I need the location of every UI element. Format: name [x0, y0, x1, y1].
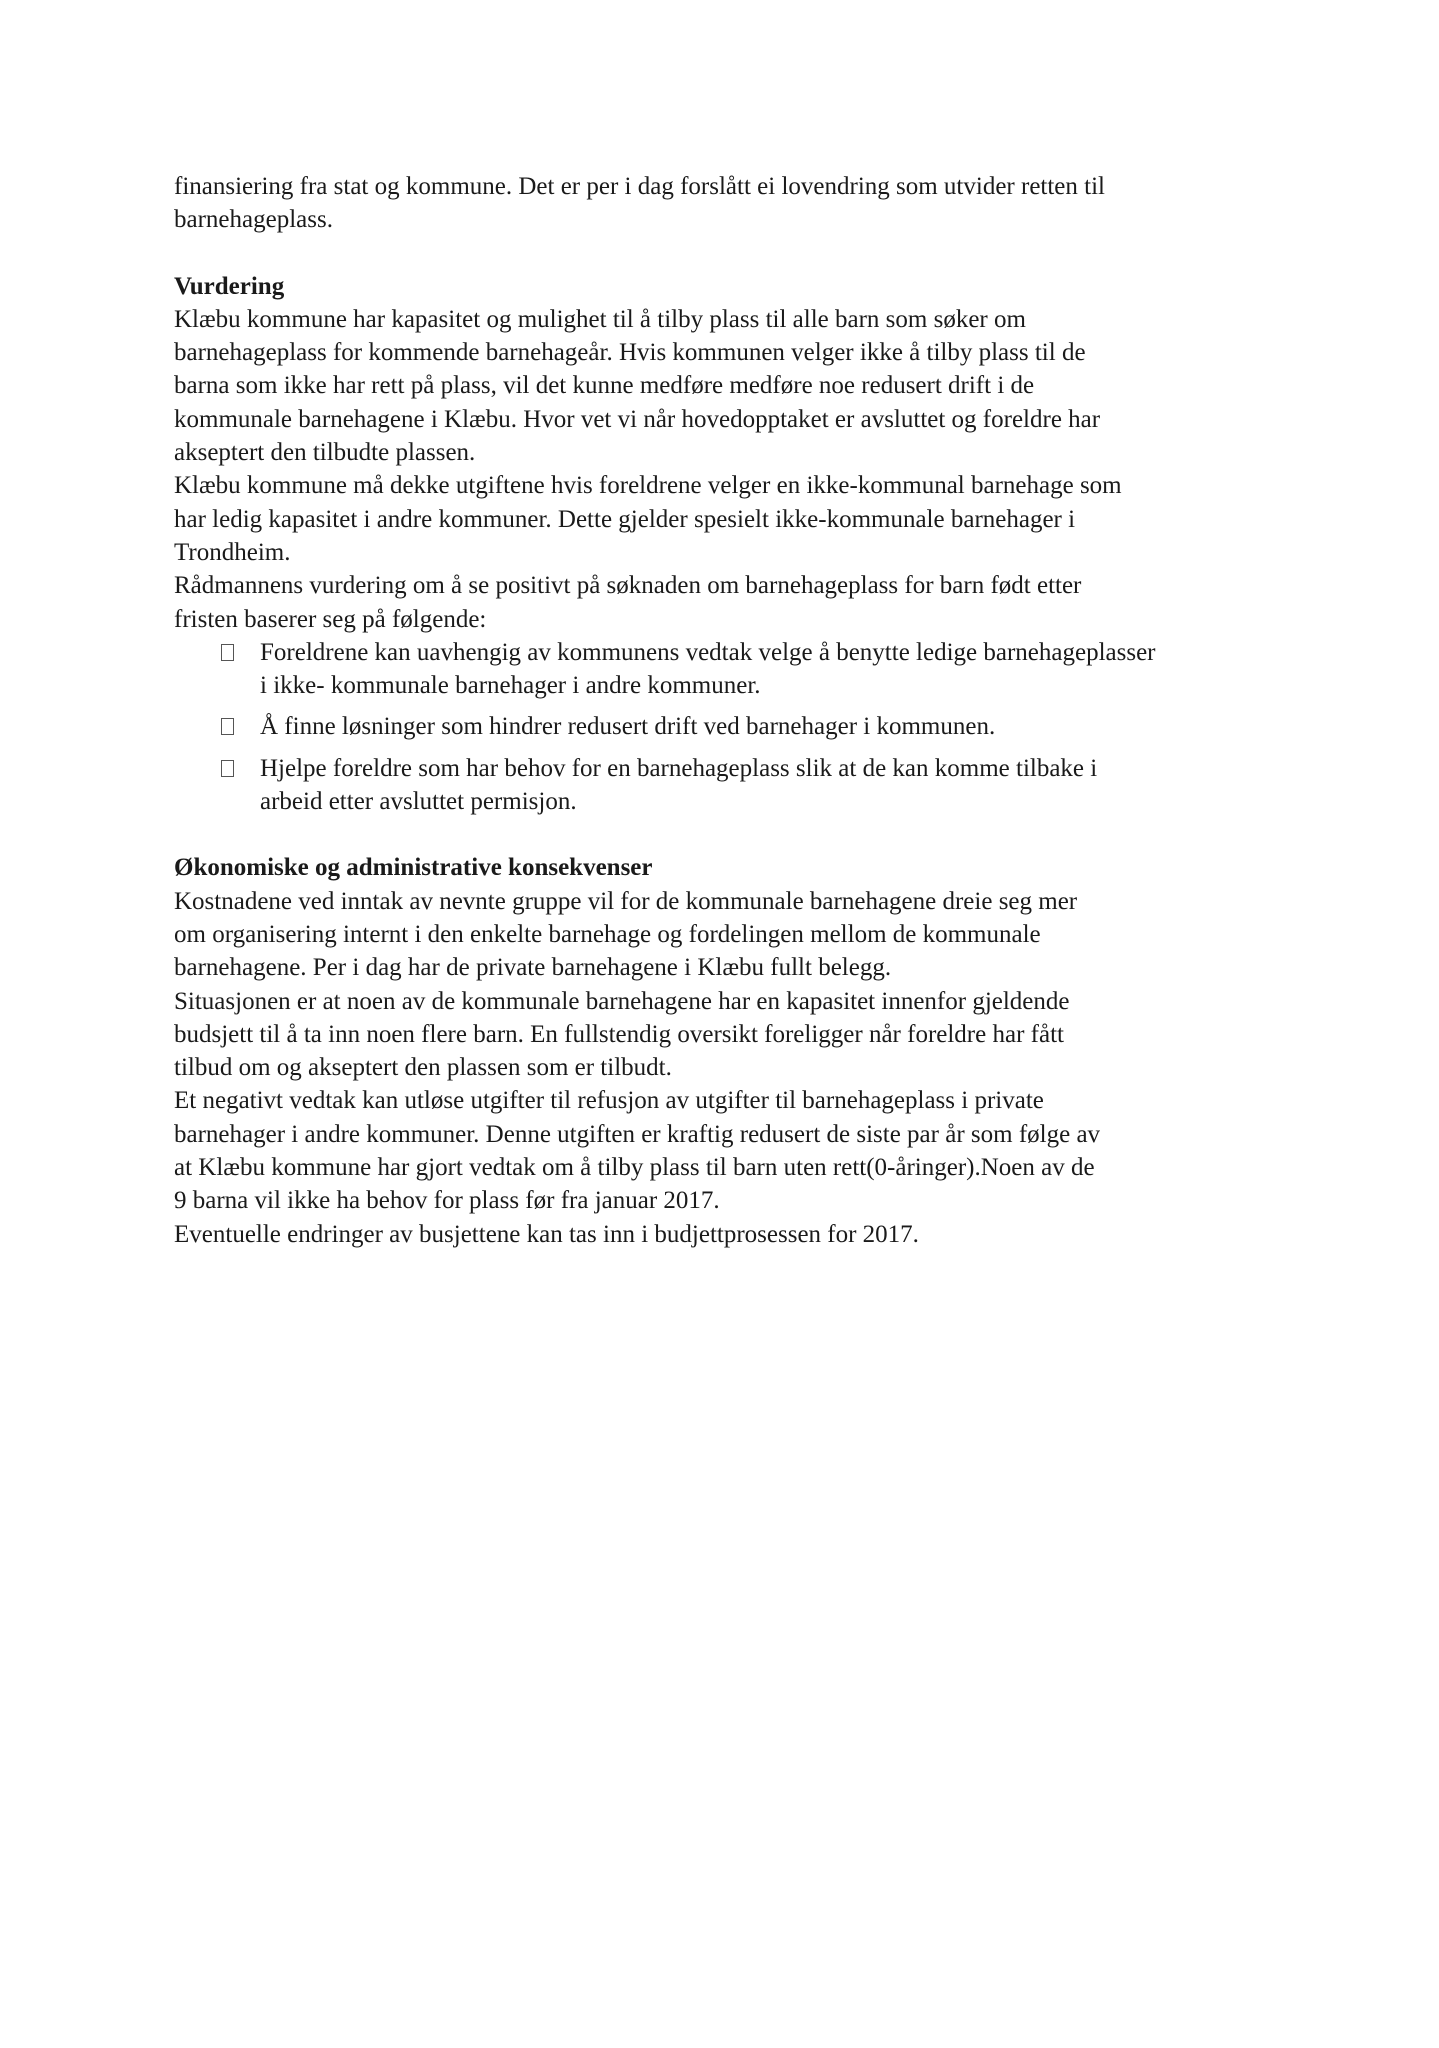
section-heading-vurdering: Vurdering	[174, 272, 285, 300]
vurdering-paragraph-1	[174, 303, 1294, 469]
text-line: at Klæbu kommune har gjort vedtak om å tilby plass til barn uten rett(0-åringer).Noen av de	[174, 1154, 1095, 1182]
text-line: Et negativt vedtak kan utløse utgifter til refusjon av utgifter til barnehageplass i private	[174, 1087, 1044, 1115]
text-line: barnehager i andre kommuner. Denne utgiften er kraftig redusert de siste par år som følge av	[174, 1120, 1101, 1148]
konsekvenser-paragraph-3	[174, 1084, 1294, 1217]
vurdering-section	[174, 270, 1294, 819]
text-line: Klæbu kommune må dekke utgiftene hvis foreldrene velger en ikke-kommunal barnehage som	[174, 472, 1122, 500]
text-line: budsjett til å ta inn noen flere barn. En fullstendig oversikt foreligger når foreldre har fått	[174, 1020, 1064, 1048]
list-item	[174, 752, 1294, 819]
document-page	[174, 170, 1294, 1251]
list-item	[174, 710, 1294, 743]
konsekvenser-paragraph-2	[174, 985, 1294, 1085]
text-line: Eventuelle endringer av busjettene kan tas inn i budjettprosessen for 2017.	[174, 1220, 919, 1248]
bullet-box-icon	[221, 718, 234, 735]
text-line: arbeid etter avsluttet permisjon.	[260, 788, 577, 816]
text-line: har ledig kapasitet i andre kommuner. Dette gjelder spesielt ikke-kommunale barnehager i	[174, 505, 1076, 533]
text-line: fristen baserer seg på følgende:	[174, 605, 487, 633]
text-line: finansiering fra stat og kommune. Det er per i dag forslått ei lovendring som utvider retten til	[174, 173, 1105, 200]
text-line: Situasjonen er at noen av de kommunale barnehagene har en kapasitet innenfor gjeldende	[174, 987, 1070, 1015]
text-line: barnehagene. Per i dag har de private barnehagene i Klæbu fullt belegg.	[174, 954, 892, 982]
konsekvenser-paragraph-1	[174, 885, 1294, 985]
section-heading-konsekvenser: Økonomiske og administrative konsekvenser	[174, 854, 653, 882]
vurdering-paragraph-2	[174, 469, 1294, 569]
bullet-box-icon	[221, 760, 234, 777]
text-line: Å finne løsninger som hindrer redusert drift ved barnehager i kommunen.	[260, 713, 996, 741]
text-line: kommunale barnehagene i Klæbu. Hvor vet vi når hovedopptaket er avsluttet og foreldre har	[174, 405, 1101, 433]
text-line: Rådmannens vurdering om å se positivt på søknaden om barnehageplass for barn født etter	[174, 572, 1082, 600]
text-line: Kostnadene ved inntak av nevnte gruppe vil for de kommunale barnehagene dreie seg mer	[174, 887, 1078, 915]
text-line: Klæbu kommune har kapasitet og mulighet til å tilby plass til alle barn som søker om	[174, 305, 1026, 333]
text-line: Trondheim.	[174, 538, 291, 566]
paragraph-gap	[174, 818, 1294, 851]
paragraph-gap	[174, 237, 1294, 270]
bullet-list	[174, 636, 1294, 818]
text-line: barnehageplass.	[174, 206, 333, 234]
konsekvenser-section	[174, 851, 1294, 1251]
text-line: Hjelpe foreldre som har behov for en barnehageplass slik at de kan komme tilbake i	[260, 754, 1098, 782]
intro-paragraph	[174, 170, 1294, 237]
list-item	[174, 636, 1294, 703]
konsekvenser-paragraph-4	[174, 1218, 1294, 1251]
bullet-box-icon	[221, 644, 234, 661]
text-line: Foreldrene kan uavhengig av kommunens vedtak velge å benytte ledige barnehageplasser	[260, 638, 1156, 666]
text-line: barna som ikke har rett på plass, vil det kunne medføre medføre noe redusert drift i de	[174, 372, 1035, 400]
text-line: 9 barna vil ikke ha behov for plass før fra januar 2017.	[174, 1187, 720, 1215]
vurdering-paragraph-3	[174, 569, 1294, 636]
text-line: barnehageplass for kommende barnehageår. Hvis kommunen velger ikke å tilby plass til de	[174, 339, 1086, 367]
text-line: om organisering internt i den enkelte barnehage og fordelingen mellom de kommunale	[174, 920, 1041, 948]
text-line: tilbud om og akseptert den plassen som er tilbudt.	[174, 1054, 672, 1082]
text-line: akseptert den tilbudte plassen.	[174, 439, 476, 467]
text-line: i ikke- kommunale barnehager i andre kommuner.	[260, 672, 761, 700]
